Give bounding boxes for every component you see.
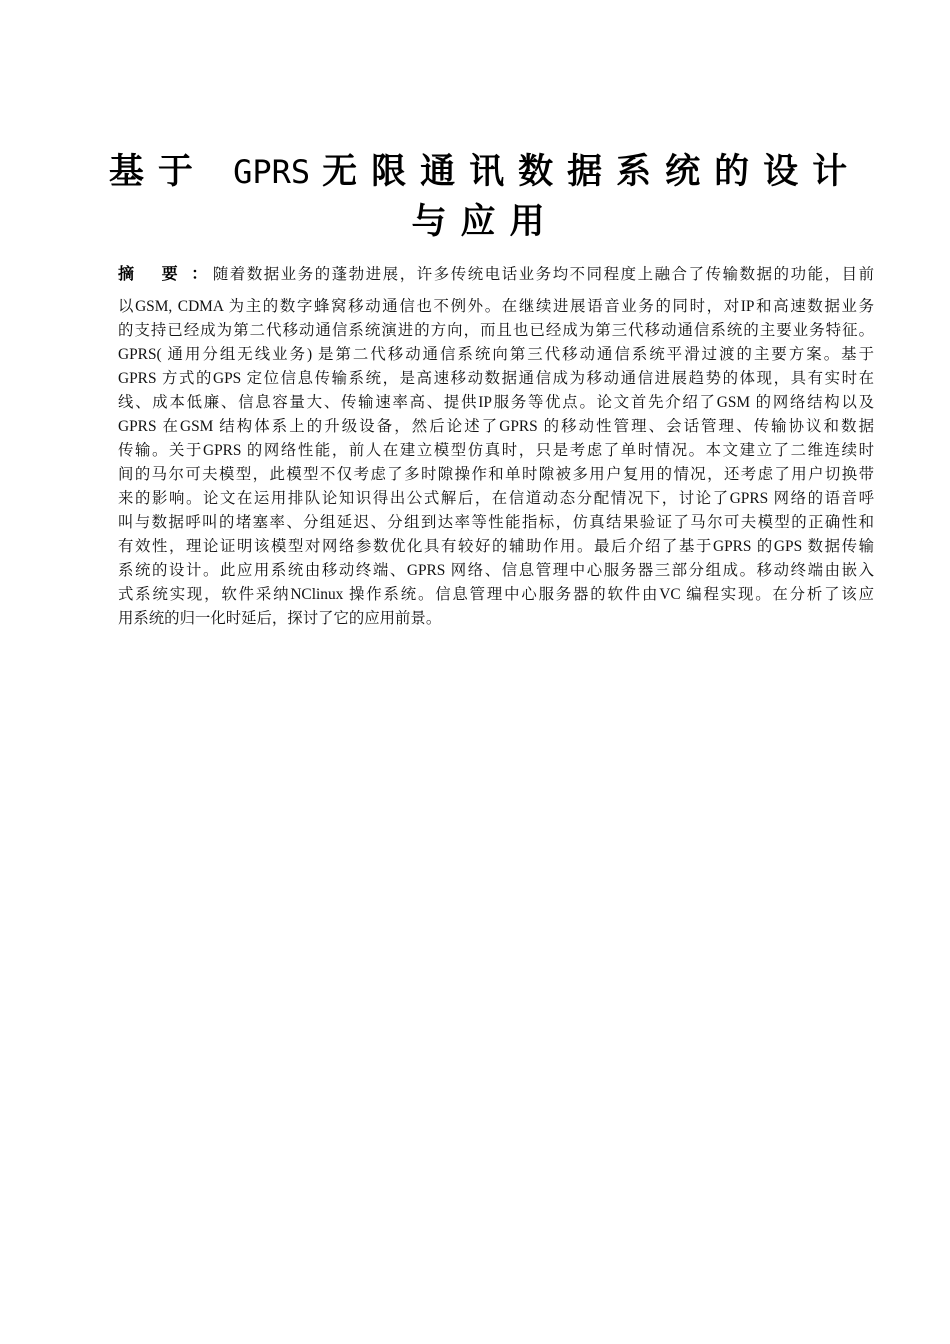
abstract-line-2: 以GSM, CDMA 为主的数字蜂窝移动通信也不例外。在继续进展语音业务的同时，对IP和高速数据业务 — [118, 298, 874, 315]
abstract-line-1 — [118, 262, 874, 286]
abstract-line-14: 式系统实现，软件采纳NClinux 操作系统。信息管理中心服务器的软件由VC 编程实现。在分析了该应 — [118, 586, 874, 603]
document-title-line-1 — [100, 152, 870, 192]
abstract-line-3: 的支持已经成为第二代移动通信系统演进的方向，而且也已经成为第三代移动通信系统的主要业务特征。 — [118, 322, 874, 339]
abstract-label-char-2: 要 — [161, 264, 180, 283]
abstract-label-colon: ： — [191, 264, 209, 283]
abstract-line-6: 线、成本低廉、信息容量大、传输速率高、提供IP服务等优点。论文首先介绍了GSM 的网络结构以及 — [118, 394, 874, 411]
abstract-line-15: 用系统的归一化时延后，探讨了它的应用前景。 — [118, 610, 442, 627]
abstract-line-9: 间的马尔可夫模型，此模型不仅考虑了多时隙操作和单时隙被多用户复用的情况，还考虑了用户切换带 — [118, 466, 874, 483]
document-title-line-2: 与应用 — [411, 201, 559, 242]
abstract-line-11: 叫与数据呼叫的堵塞率、分组延迟、分组到达率等性能指标，仿真结果验证了马尔可夫模型的正确性和 — [118, 514, 874, 531]
abstract-line-10: 来的影响。论文在运用排队论知识得出公式解后，在信道动态分配情况下，讨论了GPRS 网络的语音呼 — [118, 490, 874, 507]
abstract-line-7: GPRS 在GSM 结构体系上的升级设备，然后论述了GPRS 的移动性管理、会话管理、传输协议和数据 — [118, 418, 874, 435]
abstract-text: 随着数据业务的蓬勃进展，许多传统电话业务均不同程度上融合了传输数据的功能，目前 — [212, 266, 874, 283]
abstract-line-5: GPRS 方式的GPS 定位信息传输系统，是高速移动数据通信成为移动通信进展趋势的体现，具有实时在 — [118, 370, 874, 387]
title-latin-gprs: GPRS — [233, 153, 311, 191]
abstract-line-12: 有效性，理论证明该模型对网络参数优化具有较好的辅助作用。最后介绍了基于GPRS 的GPS 数据传输 — [118, 538, 874, 555]
abstract-line-4: GPRS( 通用分组无线业务) 是第二代移动通信系统向第三代移动通信系统平滑过渡的主要方案。基于 — [118, 346, 874, 363]
abstract-line-13: 系统的设计。此应用系统由移动终端、GPRS 网络、信息管理中心服务器三部分组成。移动终端由嵌入 — [118, 562, 874, 579]
title-prefix: 基于 — [108, 151, 207, 192]
title-suffix: 无限通讯数据系统的设计 — [322, 151, 862, 192]
abstract-line-8: 传输。关于GPRS 的网络性能，前人在建立模型仿真时，只是考虑了单时情况。本文建立了二维连续时 — [118, 442, 874, 459]
abstract-label — [118, 264, 213, 283]
abstract-label-char-1: 摘 — [118, 264, 136, 283]
